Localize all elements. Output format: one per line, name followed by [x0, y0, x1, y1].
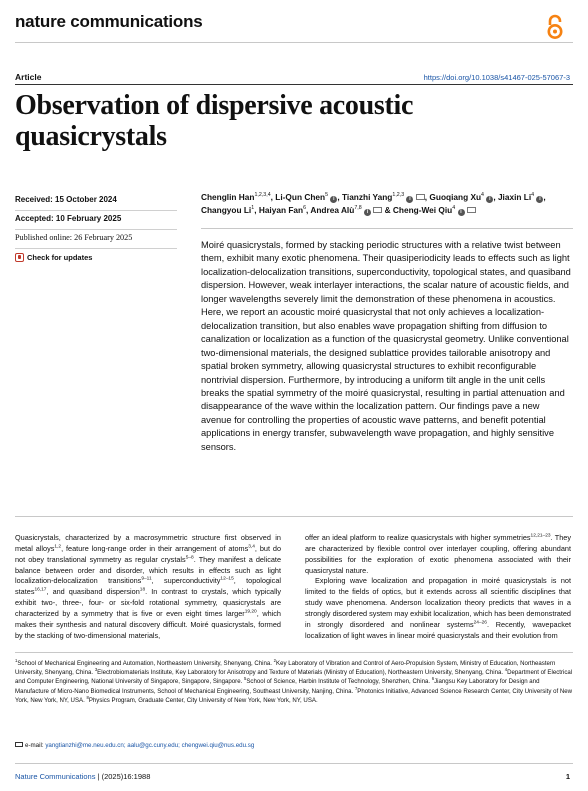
- abstract: Moiré quasicrystals, formed by stacking periodic structures with a relative twist between them, exhibit many exotic phenomena. Their quasiperiodicity leads to effects such as light localization-delocalization transitions, superconductivity, topological states, and quasiband dispersion. However, weak interlayer interactions, the scalar nature of acoustic fields, and longer wavelengths severely limit the demonstration of these phenomena in acoustics. Here, we report an acoustic moiré quasicrystal that not only achieves a localization-delocalization transition, but also enables wave propagation shifting from diffusion to canalization or localization as a function of the quasicrystal geometry. Unlike conventional two-dimensional materials, the designed sublattice provides tailorable anisotropy and spatial broken symmetry, allowing quasicrystal structures to exhibit reconfigurable nontrivial dispersion. Furthermore, by introducing a uniform tilt angle in the unit cells breaks the spatial symmetry of the moiré quasicrystal, resulting in partial attenuation and disappearance of the wave within the localization pattern. Our findings pave a new avenue for controlling the properties of acoustic wave patterns, and benefit potential applications in energy transfer, subwavelength wave propagation, and highly sensitive sensors.: [201, 240, 571, 452]
- author[interactable]: [201, 192, 271, 202]
- orcid-icon[interactable]: i: [364, 209, 371, 216]
- author-affiliation: 6: [303, 205, 307, 212]
- article-type: Article: [15, 72, 42, 82]
- author[interactable]: [342, 192, 425, 202]
- body-paragraph: [15, 533, 281, 641]
- author-name: Guoqiang Xu: [429, 192, 482, 202]
- orcid-icon[interactable]: i: [536, 196, 543, 203]
- text-run: . In contrast to crystals, which typically exhibit two-, three-, four- or six-fold rotational symmetry, quasicrystals are characterized by a symmetry that is five or even eight times larger: [15, 587, 281, 618]
- email-addresses[interactable]: yangtianzhi@me.neu.edu.cn; aalu@gc.cuny.edu; chengwei.qiu@nus.edu.sg: [45, 742, 255, 749]
- text-run: . Recently, wavepacket localization of light waves in linear moiré quasicrystals and their evolution from: [305, 619, 571, 640]
- author-affiliation: 1,2,3,4: [254, 192, 271, 199]
- author[interactable]: [275, 192, 337, 202]
- author-affiliation: 4: [481, 192, 484, 199]
- reference-superscript[interactable]: 24–26: [473, 620, 487, 626]
- author-affiliation: 1,2,3: [392, 192, 405, 199]
- author-name: Haiyan Fan: [258, 205, 304, 215]
- check-updates-icon: [15, 253, 24, 262]
- affiliations: [15, 659, 573, 705]
- page-number: 1: [565, 772, 570, 781]
- author-affiliation: 7,8: [354, 205, 362, 212]
- reference-superscript[interactable]: 4: [504, 667, 508, 673]
- text-run: Jiangsu Key Laboratory for Design and Manufacture of Micro-Nano Biomedical Instruments, School of Mechanical Engineering, Southeast University, Nanjing, China.: [15, 678, 540, 695]
- author-name: Cheng-Wei Qiu: [392, 205, 453, 215]
- authors-divider: [201, 228, 573, 229]
- reference-superscript[interactable]: 1: [15, 657, 18, 663]
- author-affiliation: 4: [452, 205, 456, 212]
- journal-name: nature communications: [15, 12, 203, 31]
- text-run: . They are characterized by flexible control over interlayer coupling, offering abundant possibilities for the exploration of exotic phenomena associated with their quasicrystal nature.: [305, 533, 571, 575]
- reference-superscript[interactable]: 9–11: [141, 576, 152, 582]
- reference-superscript[interactable]: 8: [86, 694, 89, 700]
- body-paragraph: [305, 533, 571, 576]
- received-date: Received: 15 October 2024: [15, 192, 177, 211]
- reference-superscript[interactable]: 12–15: [220, 576, 234, 582]
- reference-superscript[interactable]: 16,17: [34, 587, 47, 593]
- text-run: School of Science, Harbin Institute of Technology, Shenzhen, China.: [246, 678, 432, 686]
- doi-link[interactable]: https://doi.org/10.1038/s41467-025-57067-3: [423, 73, 570, 82]
- accepted-date: Accepted: 10 February 2025: [15, 211, 177, 230]
- text-run: Electrobiomaterials Institute, Key Laboratory for Anisotropy and Texture of Materials (Ministry of Education), Northeastern University, Shenyang, China.: [97, 669, 505, 677]
- article-title: Observation of dispersive acoustic quasicrystals: [15, 90, 414, 152]
- text-run: Quasicrystals, characterized by a macrosymmetric structure first observed in metal alloys: [15, 533, 281, 553]
- author-name: Li-Qun Chen: [275, 192, 326, 202]
- orcid-icon[interactable]: i: [486, 196, 493, 203]
- abstract-divider: [15, 516, 573, 517]
- orcid-icon[interactable]: i: [330, 196, 337, 203]
- author-name: Tianzhi Yang: [341, 192, 393, 202]
- author-name: Chenglin Han: [201, 192, 255, 202]
- text-run: offer an ideal platform to realize quasicrystals with higher symmetries: [305, 533, 531, 542]
- author-affiliation: 1: [251, 205, 255, 212]
- author[interactable]: [310, 205, 382, 215]
- author-affiliation: 5: [325, 192, 329, 199]
- text-run: Department of Electrical and Computer Engineering, National University of Singapore, Singapore, Singapore.: [15, 669, 573, 686]
- text-run: . They manifest a delicate balance between order and disorder, which results in effects such as light localization-delocalization transitions: [15, 554, 282, 586]
- email-label: e-mail:: [25, 742, 44, 749]
- reference-superscript[interactable]: 5: [244, 676, 247, 682]
- body-paragraph: [305, 576, 571, 641]
- author-name: Jiaxin Li: [497, 192, 532, 202]
- text-run: , and quasiband dispersion: [46, 587, 140, 597]
- footer-journal[interactable]: Nature Communications: [15, 772, 96, 781]
- text-run: , feature long-range order in their arrangement of atoms: [61, 543, 249, 553]
- text-run: Key Laboratory of Vibration and Control of Aero-Propulsion System, Ministry of Education, Northeastern University, Shenyang, China.: [15, 660, 556, 677]
- footer-volume: | (2025)16:1988: [95, 772, 151, 781]
- footer-divider: [15, 763, 573, 764]
- email-line: [15, 742, 254, 749]
- email-icon[interactable]: [373, 207, 382, 213]
- text-run: , which makes their synthesis and natural discovery difficult. Moiré quasicrystals, formed by the stacking of two-dimensional materials,: [15, 608, 281, 640]
- text-run: Photonics Initiative, Advanced Science Research Center, City University of New York, New York, NY, USA.: [15, 687, 573, 704]
- author[interactable]: [429, 192, 493, 202]
- email-icon[interactable]: [416, 194, 425, 200]
- reference-superscript[interactable]: 6: [431, 676, 435, 682]
- orcid-icon[interactable]: i: [406, 196, 413, 203]
- reference-superscript[interactable]: 7: [354, 685, 358, 691]
- reference-superscript[interactable]: 3: [94, 667, 98, 673]
- author[interactable]: [393, 205, 476, 215]
- body-column-right: [305, 533, 571, 641]
- author-name: Changyou Li: [201, 205, 252, 215]
- reference-superscript[interactable]: 3,4: [248, 544, 255, 550]
- reference-superscript[interactable]: 2: [273, 657, 276, 663]
- reference-superscript[interactable]: 19,20: [244, 609, 257, 615]
- author-affiliation: 4: [531, 192, 535, 199]
- author-list: Chenglin Han$^{1,2,3,4}$, Li-Qun Chen$^5$ i , Tianzhi Yang$^{1,2,3}$ i , Guoqiang Xu$^4$ i , Jiaxin Li$^4$ i , Changyou Li$^1$, Haiyan Fan$^6$, Andrea Alù$^{7,8}$ i & Cheng-Wei Qiu$^4$ i: [201, 192, 546, 215]
- reference-superscript[interactable]: 18: [139, 587, 146, 593]
- reference-superscript[interactable]: 12,21–23: [530, 533, 551, 539]
- orcid-icon[interactable]: i: [458, 209, 465, 216]
- author[interactable]: [201, 205, 254, 215]
- open-access-lock-icon[interactable]: [546, 14, 564, 40]
- text-run: Exploring wave localization and propagation in moiré quasicrystals is not limited to the fields of optics, but it extends across all scientific disciplines that study wave phenomena. Anderson localization theory predicts that waves in a strongly disordered system may exhibit localization, which has been demonstrated in strongly disordered and nonlinear systems: [305, 576, 571, 629]
- author[interactable]: [498, 192, 543, 202]
- check-for-updates-button[interactable]: [15, 249, 177, 262]
- text-run: Physics Program, Graduate Center, City University of New York, New York, NY, USA.: [88, 696, 318, 704]
- article-divider: [15, 84, 573, 85]
- text-run: , but do not obey translational symmetry as regular crystals: [15, 543, 282, 564]
- affiliations-divider: [15, 652, 573, 653]
- author-name: Andrea Alù: [310, 205, 355, 215]
- text-run: School of Mechanical Engineering and Automation, Northeastern University, Shenyang, China.: [17, 660, 274, 667]
- email-icon: [15, 742, 23, 747]
- text-run: , topological states: [15, 576, 281, 597]
- email-icon[interactable]: [467, 207, 476, 213]
- header-divider: [15, 42, 573, 43]
- reference-superscript[interactable]: 5–8: [185, 555, 194, 561]
- publication-dates: [15, 192, 177, 262]
- author[interactable]: [259, 205, 306, 215]
- body-column-left: [15, 533, 281, 641]
- published-date: Published online: 26 February 2025: [15, 230, 177, 249]
- check-updates-label: Check for updates: [27, 253, 93, 262]
- footer-citation: [15, 772, 150, 781]
- text-run: , superconductivity: [151, 576, 221, 586]
- reference-superscript[interactable]: 1,2: [54, 544, 62, 550]
